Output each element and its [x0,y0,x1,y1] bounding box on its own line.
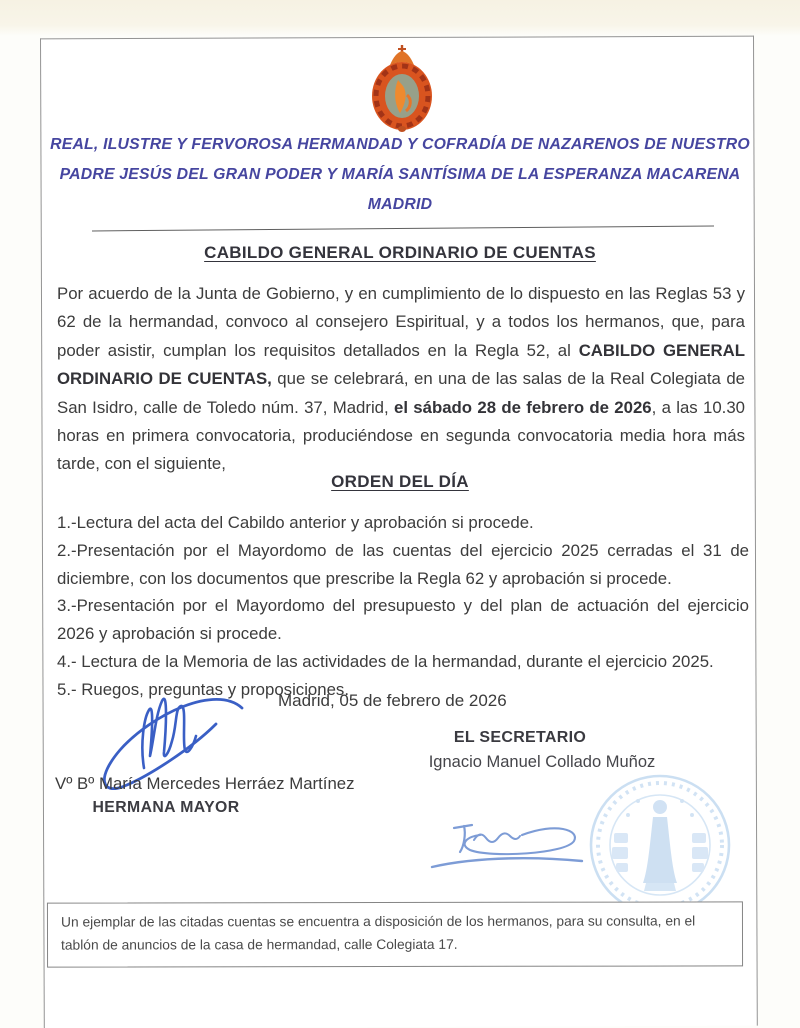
intro-bold-2: el sábado 28 de febrero de 2026 [394,397,652,417]
convocation-paragraph [57,280,745,479]
round-blue-seal-icon [586,771,734,919]
intro-bold-1: CABILDO GENERAL ORDINARIO DE CUENTAS, [57,340,745,389]
secretary-signature-icon [428,810,586,874]
agenda-item-3: 3.-Presentación por el Mayordomo del presupuesto y del plan de actuación del ejercicio 2026 y aprobación si procede. [57,596,749,644]
footer-note-box [47,901,743,967]
agenda-list [57,509,749,704]
intro-part-3: , a las 10.30 horas en primera convocatoria, produciéndose en segunda convocatoria media hora más tarde, con el siguiente, [57,397,746,474]
secretary-title: EL SECRETARIO [453,729,587,746]
intro-part-2: que se celebrará, en una de las salas de la Real Colegiata de San Isidro, calle de Toledo núm. 37, Madrid, [57,369,745,417]
agenda-item-5: 5.- Ruegos, preguntas y proposiciones. [57,679,349,699]
agenda-item-4: 4.- Lectura de la Memoria de las actividades de la hermandad, durante el ejercicio 2025. [57,651,714,671]
scan-background-band [0,0,800,36]
agenda-item-2: 2.-Presentación por el Mayordomo de las cuentas del ejercicio 2025 cerradas el 31 de diciembre, con los documentos que prescribe la Regla 62 y aprobación si procede. [57,540,749,588]
approval-role: HERMANA MAYOR [92,799,240,816]
agenda-item-1: 1.-Lectura del acta del Cabildo anterior y aprobación si procede. [57,513,534,532]
agenda-heading: ORDEN DEL DÍA [331,472,469,491]
footer-note-text: Un ejemplar de las citadas cuentas se encuentra a disposición de los hermanos, para su consulta, en el tablón de anuncios de la casa de hermandad, calle Colegiata 17. [60,913,696,953]
document-title: CABILDO GENERAL ORDINARIO DE CUENTAS [204,243,596,262]
letterhead-line-2: PADRE JESÚS DEL GRAN PODER Y MARÍA SANTÍSIMA DE LA ESPERANZA MACARENA [59,166,741,183]
letterhead [50,130,750,220]
intro-part-1: Por acuerdo de la Junta de Gobierno, y en cumplimiento de lo dispuesto en las Reglas 53 y 62 de la hermandad, convoco al consejero Espiritual, y a todos los hermanos, que, para poder asistir, cumplan los requisitos detallados en la Regla 52, al [57,284,745,360]
secretary-name: Ignacio Manuel Collado Muñoz [428,753,656,771]
letterhead-line-1: REAL, ILUSTRE Y FERVOROSA HERMANDAD Y COFRADÍA DE NAZARENOS DE NUESTRO [50,136,750,153]
dateline: Madrid, 05 de febrero de 2026 [278,691,507,710]
approval-line: Vº Bº María Mercedes Herráez Martínez [55,774,355,793]
hermandad-crest-icon [363,43,441,133]
letterhead-line-3: MADRID [367,196,433,213]
